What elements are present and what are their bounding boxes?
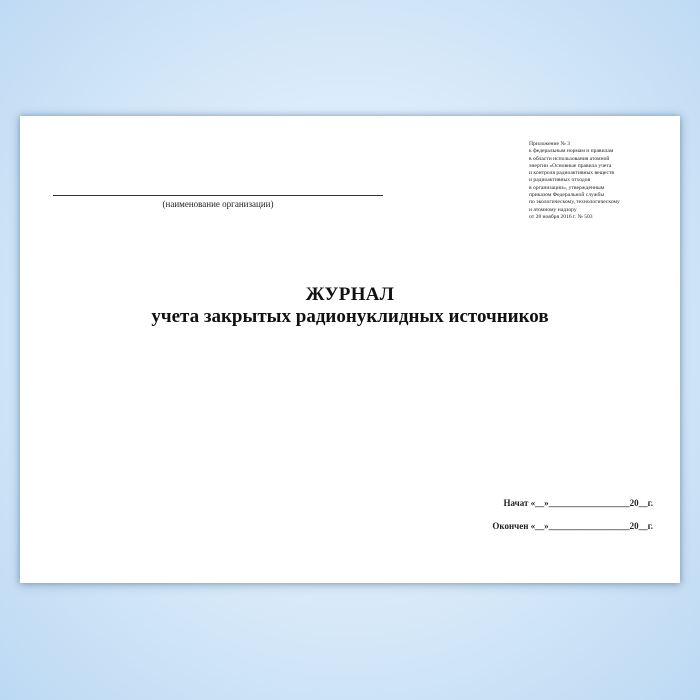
journal-title [20,284,680,328]
appendix-reference [529,141,669,221]
appendix-line: Приложение № 3 [529,141,570,147]
journal-title-main: ЖУРНАЛ [305,284,395,305]
appendix-line: и контроля радиоактивных веществ [529,170,615,177]
journal-cover-sheet [20,116,680,583]
appendix-line: от 28 ноября 2016 г. № 503 [529,213,593,220]
appendix-line: энергии «Основные правила учета [529,162,612,169]
appendix-line: к федеральным нормам и правилам [529,148,614,155]
appendix-line: приказом Федеральной службы [529,192,605,199]
appendix-line: по экологическому, технологическому [529,199,620,206]
end-date-field: Окончен «__»__________________20__г. [492,521,653,531]
appendix-line: в области использования атомной [529,155,610,162]
appendix-line: и радиоактивных отходов [529,177,591,184]
appendix-line: в организации», утвержденным [529,184,605,191]
journal-title-subtitle: учета закрытых радионуклидных источников [151,306,549,327]
organization-name-caption: (наименование организации) [162,199,274,209]
start-date-field: Начат «__»__________________20__г. [503,498,653,508]
organization-name-line [53,195,383,196]
appendix-line: и атомному надзору [529,206,577,213]
